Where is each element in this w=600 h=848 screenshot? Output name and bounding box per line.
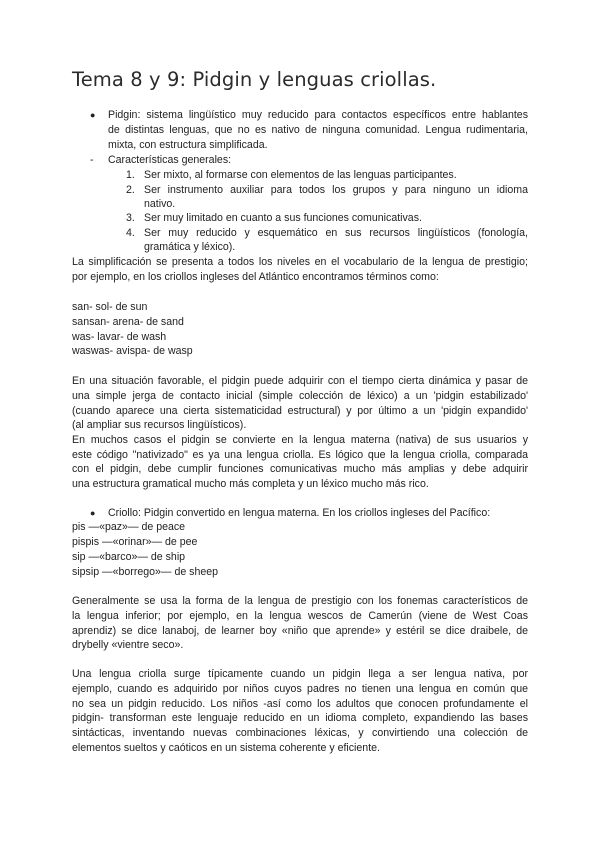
feature-line: Ser instrumento auxiliar para todos los grupos y para ninguno un idioma — [144, 184, 528, 196]
pidgin-definition-line: Pidgin: sistema lingüístico muy reducido para contactos específicos entre hablantes — [108, 109, 528, 121]
features-heading: Características generales: — [108, 154, 232, 166]
creole-origin-line: elementos sueltos y caóticos en un sistema coherente y eficiente. — [72, 742, 380, 754]
feature-line: gramática y léxico). — [144, 241, 236, 253]
simplification-line: por ejemplo, en los criollos ingleses del Atlántico encontramos términos como: — [72, 271, 439, 283]
feature-number: 4. — [126, 227, 135, 239]
pidgin-definition-line: de distintas lenguas, que no es nativo de ninguna comunidad. Lengua rudimentaria, — [108, 124, 528, 136]
favorable-line: una estructura gramatical mucho más completa y un léxico mucho más rico. — [72, 478, 429, 490]
feature-line: Ser mixto, al formarse con elementos de las lenguas participantes. — [144, 169, 457, 181]
pidgin-definition-line: mixta, con estructura simplificada. — [108, 139, 268, 151]
feature-number: 2. — [126, 184, 135, 196]
feature-number: 1. — [126, 169, 135, 181]
creole-origin-line: ejemplo, cuando es adquirido por niños cuyos padres no tienen una lengua en común que — [72, 683, 528, 695]
example-term: sansan- arena- de sand — [72, 316, 184, 328]
favorable-line: con el pidgin, debe cumplir funciones comunicativas mucho más amplias y debe adquirir — [72, 463, 528, 475]
bullet-icon: ● — [90, 508, 96, 518]
feature-line: nativo. — [144, 198, 176, 210]
dash-marker: - — [90, 154, 94, 166]
favorable-line: (cuando aparece una cierta sistematicidad estructural) y por último a un 'pidgin expandido' — [72, 405, 528, 417]
page-title: Tema 8 y 9: Pidgin y lenguas criollas. — [72, 68, 437, 91]
criollo-definition: Criollo: Pidgin convertido en lengua materna. En los criollos ingleses del Pacífico: — [108, 507, 491, 519]
simplification-line: La simplificación se presenta a todos los niveles en el vocabulario de la lengua de prestigio; — [72, 256, 528, 268]
creole-origin-line: sintácticas, inventando nuevas combinaciones léxicas, y convirtiendo una colección de — [72, 727, 528, 739]
feature-number: 3. — [126, 212, 135, 224]
favorable-line: En una situación favorable, el pidgin puede adquirir con el tiempo cierta dinámica y pasar de — [72, 375, 528, 387]
favorable-line: este código "nativizado" es ya una lengua criolla. Es lógico que la lengua criolla, comparada — [72, 449, 528, 461]
prestige-form-line: aprendiz) se dice lanaboj, de learner boy «niño que aprende» y estéril se dice draibele, de — [72, 625, 528, 637]
feature-line: Ser muy limitado en cuanto a sus funciones comunicativas. — [144, 212, 422, 224]
favorable-line: una simple jerga de contacto inicial (simple colección de léxico) a un 'pidgin estabilizado' — [72, 390, 528, 402]
criollo-example: sip —«barco»— de ship — [72, 551, 186, 563]
creole-origin-line: Una lengua criolla surge típicamente cuando un pidgin llega a ser lengua nativa, por — [72, 668, 528, 680]
criollo-example: pispis —«orinar»— de pee — [72, 536, 198, 548]
creole-origin-line: no sea un pidgin reducido. Los niños -así como los adultos que conocen profundamente el — [72, 698, 528, 710]
example-term: waswas- avispa- de wasp — [72, 345, 193, 357]
example-term: san- sol- de sun — [72, 301, 148, 313]
bullet-icon: ● — [90, 110, 96, 120]
prestige-form-line: drybelly «vientre seco». — [72, 639, 184, 651]
feature-line: Ser muy reducido y esquemático en sus recursos lingüísticos (fonología, — [144, 227, 528, 239]
example-term: was- lavar- de wash — [72, 331, 167, 343]
criollo-example: pis —«paz»— de peace — [72, 521, 186, 533]
prestige-form-line: Generalmente se usa la forma de la lengua de prestigio con los fonemas característicos de — [72, 595, 528, 607]
creole-origin-line: pidgin- transforman este lenguaje reducido en un idioma completo, expandiendo las bases — [72, 712, 528, 724]
criollo-example: sipsip —«borrego»— de sheep — [72, 566, 219, 578]
favorable-line: (al ampliar sus recursos lingüísticos). — [72, 419, 247, 431]
prestige-form-line: la lengua inferior; por ejemplo, en la lengua wescos de Camerún (viene de West Coas — [72, 610, 528, 622]
favorable-line: En muchos casos el pidgin se convierte en la lengua materna (nativa) de sus usuarios y — [72, 434, 528, 446]
